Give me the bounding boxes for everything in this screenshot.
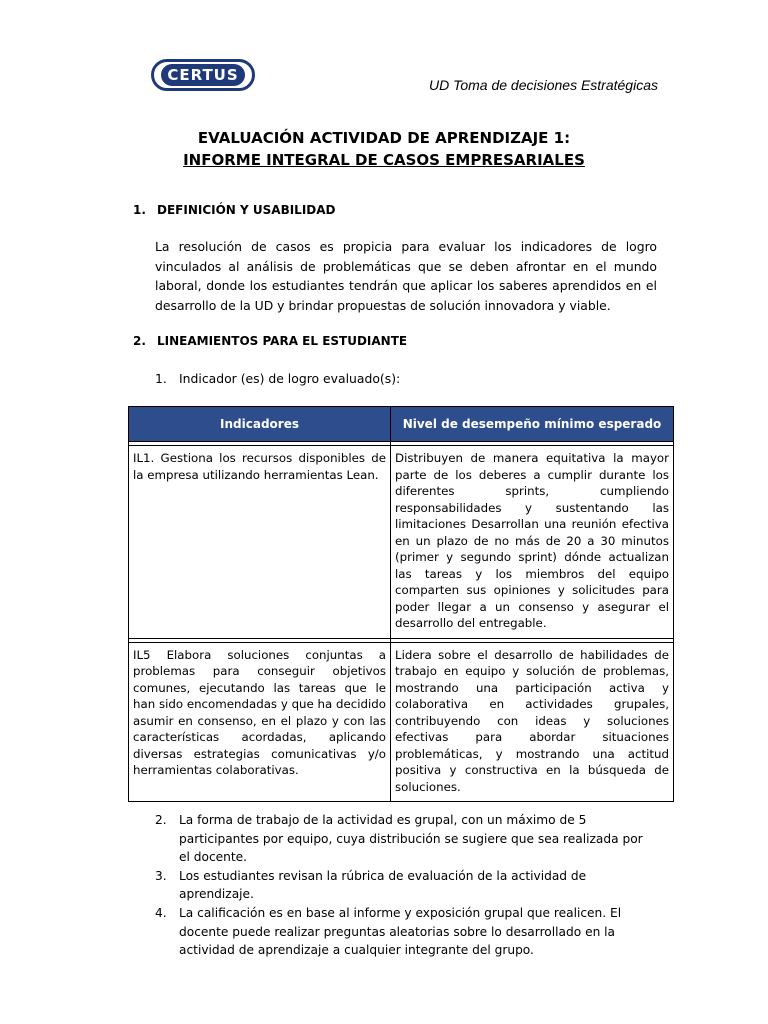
- guidelines-list: [155, 811, 645, 960]
- indicators-table: [128, 406, 674, 802]
- document-subtitle: INFORME INTEGRAL DE CASOS EMPRESARIALES: [183, 151, 585, 169]
- section-2-heading: [133, 334, 407, 348]
- section-2-title: LINEAMIENTOS PARA EL ESTUDIANTE: [157, 334, 408, 348]
- table-header-level: Nivel de desempeño mínimo esperado: [391, 407, 674, 442]
- subsection-text: Indicador (es) de logro evaluado(s):: [179, 371, 401, 386]
- subsection-number: 1.: [155, 371, 167, 386]
- list-item: [155, 811, 645, 867]
- document-title: EVALUACIÓN ACTIVIDAD DE APRENDIZAJE 1:: [197, 129, 571, 147]
- list-item: [155, 904, 645, 960]
- certus-logo: [151, 59, 255, 91]
- table-header-indicators: Indicadores: [129, 407, 391, 442]
- section-1-heading: [133, 203, 336, 217]
- list-item-number: 4.: [155, 905, 167, 920]
- course-title: UD Toma de decisiones Estratégicas: [428, 77, 658, 93]
- table-row: [129, 446, 674, 639]
- list-item-text: La calificación es en base al informe y exposición grupal que realicen. El docente puede realizar preguntas aleatorias sobre lo desarrollado en la actividad de aprendizaje a cualquier integrante del grupo.: [179, 905, 622, 958]
- section-1-title: DEFINICIÓN Y USABILIDAD: [157, 203, 336, 217]
- table-cell-indicator: IL5 Elabora soluciones conjuntas a problemas para conseguir objetivos comunes, ejecutando las tareas que le han sido encomendadas y que ha decidido asumir en consenso, en el plazo y con las características acordadas, aplicando diversas estrategias comunicativas y/o herramientas colaborativas.: [129, 642, 391, 802]
- table-cell-level: Distribuyen de manera equitativa la mayor parte de los deberes a cumplir durante los diferentes sprints, cumpliendo responsabilidades y sustentando las limitaciones Desarrollan una reunión efectiva en un plazo de no más de 20 a 30 minutos (primer y segundo sprint) dónde actualizan las tareas y los miembros del equipo comparten sus opiniones y solicitudes para poder llegar a un consenso y asegurar el desarrollo del entregable.: [391, 446, 674, 639]
- section-1-paragraph: La resolución de casos es propicia para evaluar los indicadores de logro vinculados al análisis de problemáticas que se deben afrontar en el mundo laboral, donde los estudiantes tendrán que aplicar los saberes aprendidos en el desarrollo de la UD y brindar propuestas de solución innovadora y viable.: [155, 239, 657, 313]
- list-item-number: 2.: [155, 813, 167, 827]
- table-header-row: [129, 407, 674, 442]
- certus-logo-text: CERTUS: [161, 64, 245, 86]
- section-1-number: 1.: [133, 203, 146, 217]
- table-cell-level: Lidera sobre el desarrollo de habilidades de trabajo en equipo y solución de problemas, mostrando una participación activa y colaborativa en actividades grupales, contribuyendo con ideas y soluciones efectivas para abordar situaciones problemáticas, y mostrando una actitud positiva y constructiva en la búsqueda de soluciones.: [391, 642, 674, 802]
- subsection-indicators: [155, 371, 400, 386]
- section-2-number: 2.: [133, 334, 146, 348]
- list-item-text: Los estudiantes revisan la rúbrica de evaluación de la actividad de aprendizaje.: [179, 868, 587, 902]
- list-item-number: 3.: [155, 868, 167, 883]
- table-cell-indicator: IL1. Gestiona los recursos disponibles de la empresa utilizando herramientas Lean.: [129, 446, 391, 639]
- list-item: [155, 867, 645, 904]
- list-item-text: La forma de trabajo de la actividad es grupal, con un máximo de 5 participantes por equipo, cuya distribución se sugiere que sea realizada por el docente.: [179, 813, 643, 865]
- table-row: [129, 642, 674, 802]
